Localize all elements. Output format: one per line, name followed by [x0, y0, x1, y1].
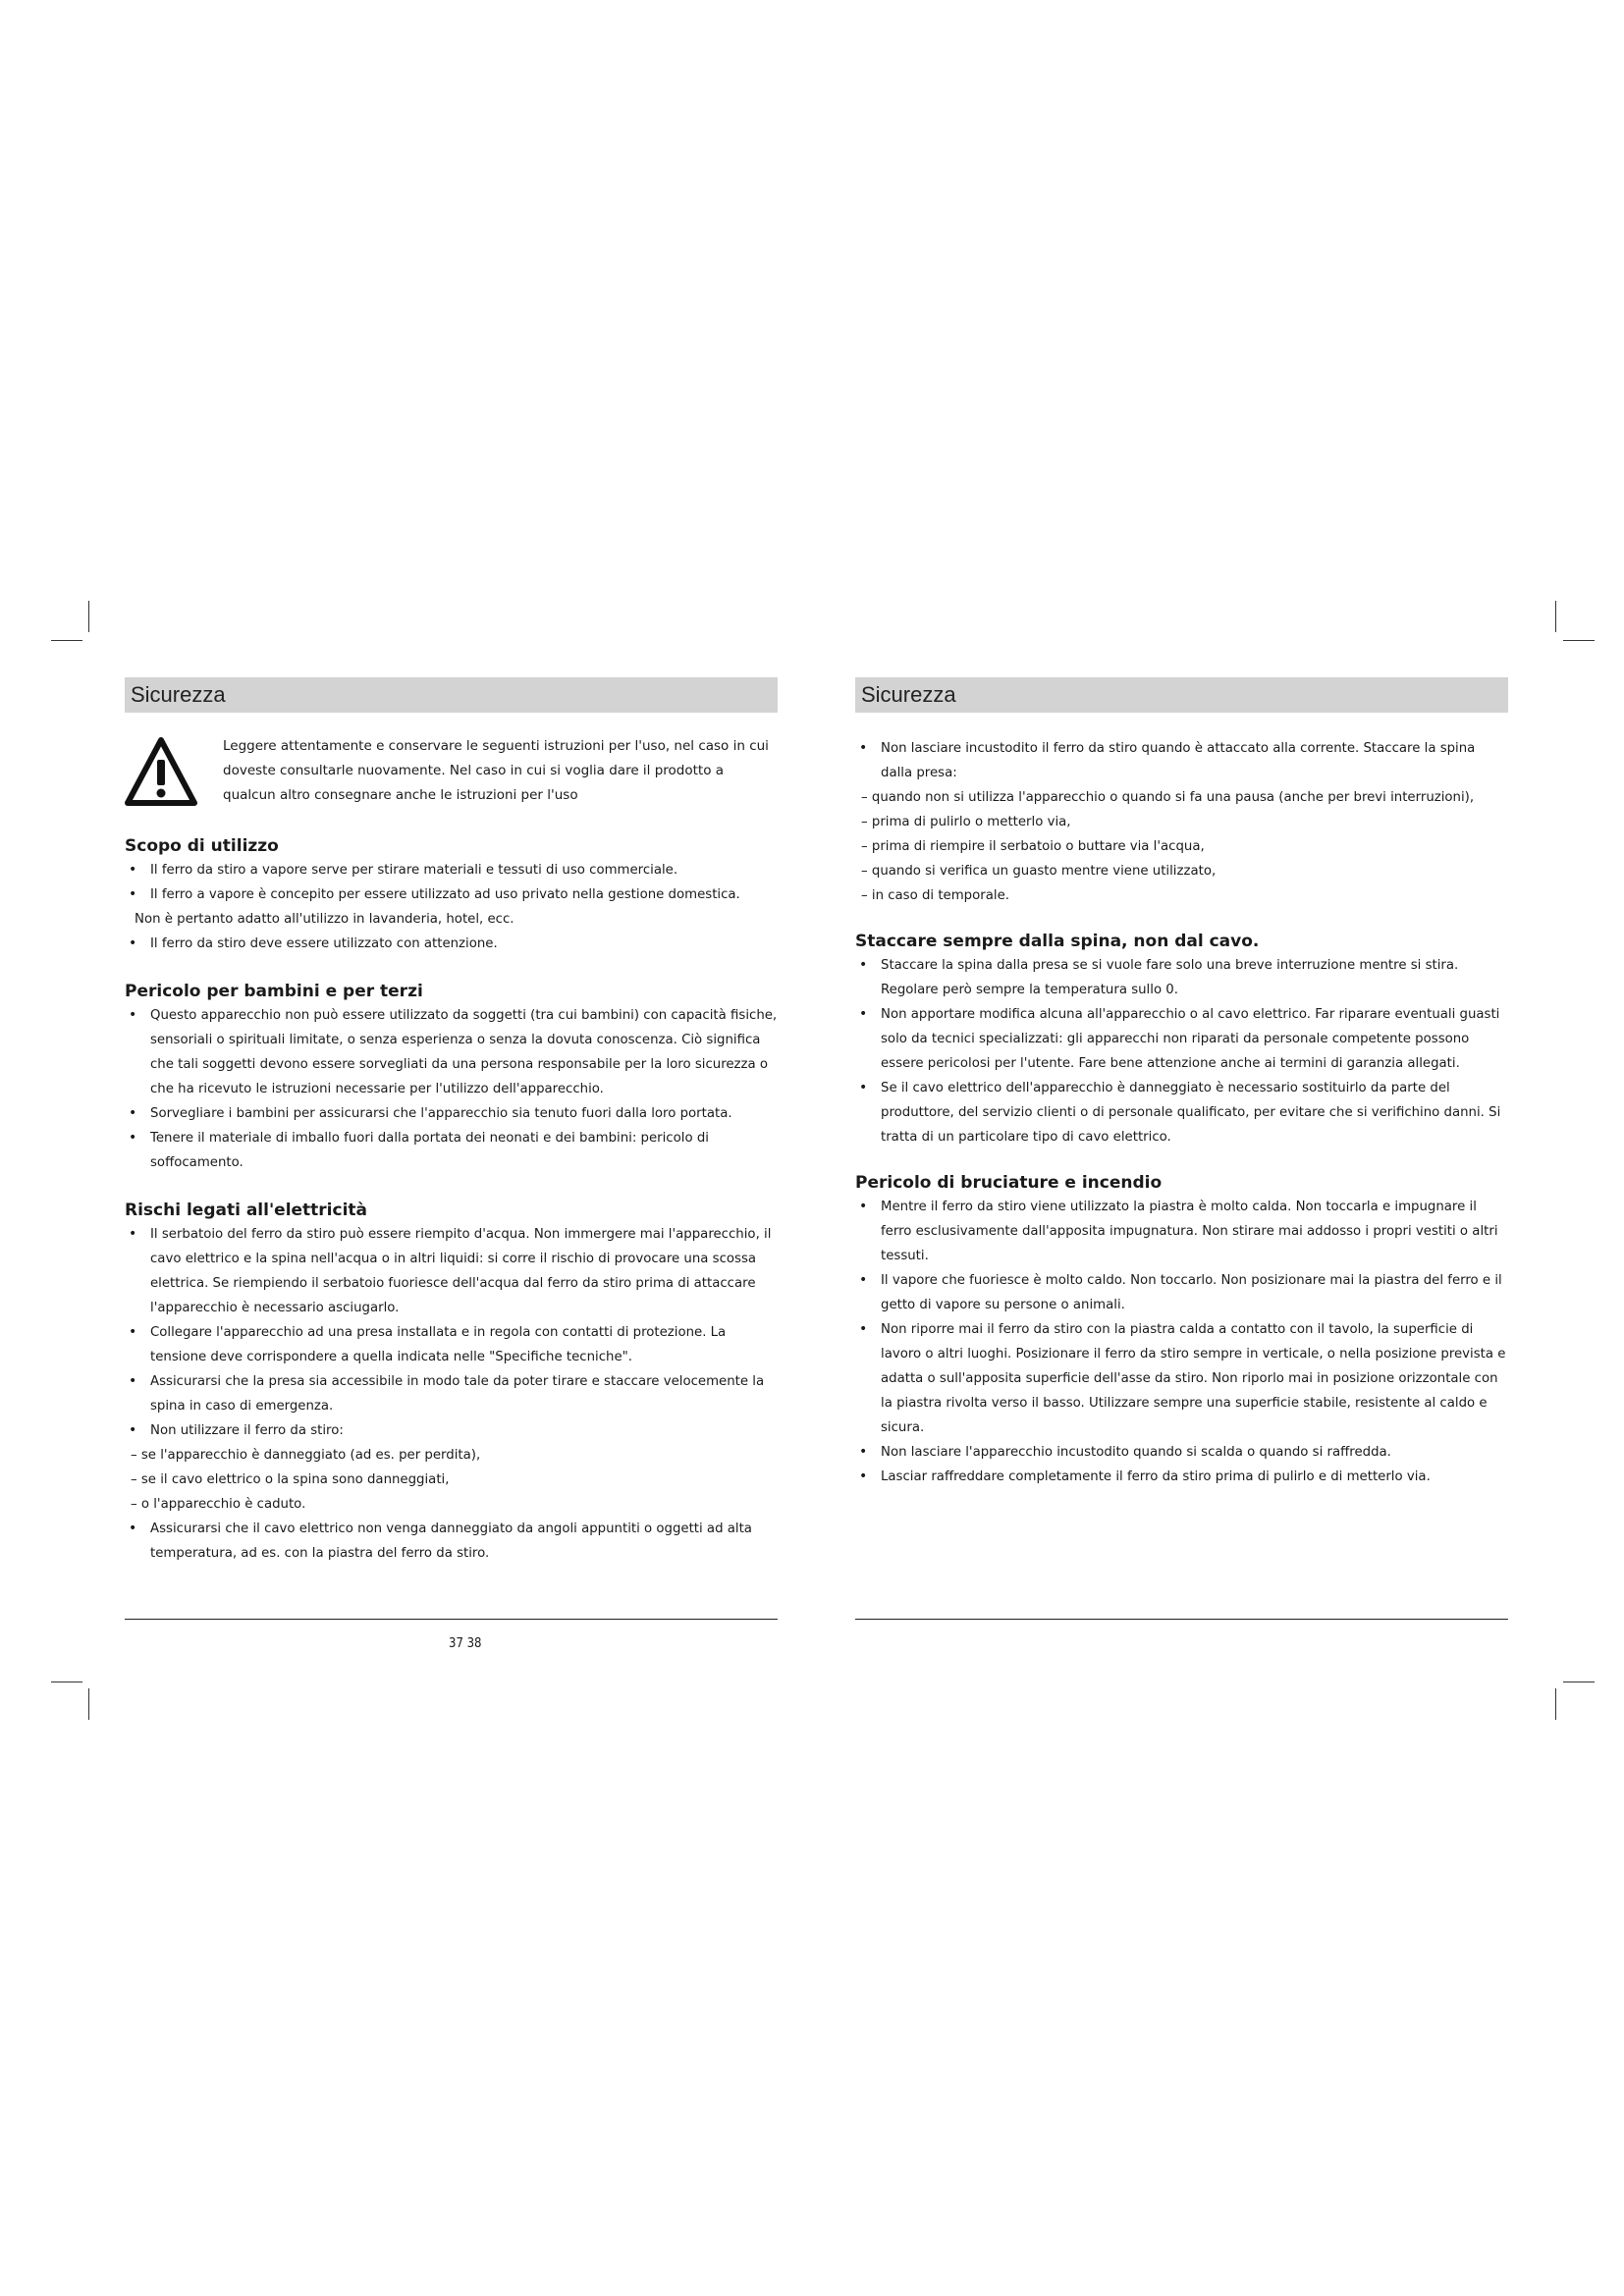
list-item: – se il cavo elettrico o la spina sono danneggiati, [131, 1472, 450, 1487]
section-title: Pericolo di bruciature e incendio [855, 1173, 1163, 1193]
list-item: • Non riporre mai il ferro da stiro con la piastra calda a contatto con il tavolo, la superficie di lavoro o altri luoghi. Posizionare il ferro da stiro sempre in verticale, o nella posizione prevista e adatta o sull'apposita superficie dell'asse da stiro. Non riporlo mai in posizione orizzontale con la piastra rivolta verso il basso. Utilizzare sempre una superficie stabile, resistente al caldo e sicura. [855, 1317, 1508, 1440]
crop-mark [1555, 1688, 1556, 1720]
list-item: • Il serbatoio del ferro da stiro può essere riempito d'acqua. Non immergere mai l'apparecchio, il cavo elettrico e la spina nell'acqua o in altri liquidi: si corre il rischio di provocare una scossa elettrica. Se riempiendo il serbatoio fuoriesce dell'acqua dal ferro da stiro prima di attaccare l'apparecchio è necessario asciugarlo. [125, 1222, 778, 1320]
list-item: • Non utilizzare il ferro da stiro: [125, 1418, 778, 1443]
footer-divider [855, 1619, 1508, 1620]
list-item: • Sorvegliare i bambini per assicurarsi che l'apparecchio sia tenuto fuori dalla loro portata. [125, 1101, 778, 1126]
crop-mark [51, 640, 82, 641]
list-item: • Il vapore che fuoriesce è molto caldo. Non toccarlo. Non posizionare mai la piastra del ferro e il getto di vapore su persone o animali. [855, 1268, 1508, 1317]
section-bambini [125, 982, 778, 1175]
list-item: – prima di riempire il serbatoio o buttare via l'acqua, [861, 839, 1205, 854]
warning-text: Leggere attentamente e conservare le seguenti istruzioni per l'uso, nel caso in cui doveste consultarle nuovamente. Nel caso in cui si voglia dare il prodotto a qualcun altro consegnare anche le istruzioni per l'uso [223, 738, 769, 803]
list-item: • Il ferro da stiro a vapore serve per stirare materiali e tessuti di uso commerciale. [125, 858, 778, 882]
warning-block [125, 734, 778, 832]
list-item: • Assicurarsi che il cavo elettrico non venga danneggiato da angoli appuntiti o oggetti ad alta temperatura, ad es. con la piastra del ferro da stiro. [125, 1517, 778, 1566]
crop-mark [1555, 601, 1556, 632]
list-item: • Tenere il materiale di imballo fuori dalla portata dei neonati e dei bambini: pericolo di soffocamento. [125, 1126, 778, 1175]
footer-divider [125, 1619, 778, 1620]
list-item: Non è pertanto adatto all'utilizzo in lavanderia, hotel, ecc. [135, 912, 514, 927]
section-title: Scopo di utilizzo [125, 836, 279, 856]
list-item: • Se il cavo elettrico dell'apparecchio è danneggiato è necessario sostituirlo da parte del produttore, del servizio clienti o di personale qualificato, per evitare che si verifichino danni. Si tratta di un particolare tipo di cavo elettrico. [855, 1076, 1508, 1149]
section-bruciature [855, 1173, 1508, 1489]
list-item: – prima di pulirlo o metterlo via, [861, 815, 1071, 829]
crop-mark [88, 601, 89, 632]
section-incustodito [855, 736, 1508, 908]
section-elettricita [125, 1201, 778, 1566]
list-item: – se l'apparecchio è danneggiato (ad es. per perdita), [131, 1448, 481, 1463]
section-title: Staccare sempre dalla spina, non dal cavo. [855, 932, 1260, 951]
page-header: Sicurezza [125, 677, 778, 713]
section-title: Pericolo per bambini e per terzi [125, 982, 423, 1001]
list-item: – quando non si utilizza l'apparecchio o quando si fa una pausa (anche per brevi interruzioni), [861, 790, 1475, 805]
section-title: Rischi legati all'elettricità [125, 1201, 368, 1220]
right-page [855, 677, 1508, 1489]
list-item: • Staccare la spina dalla presa se si vuole fare solo una breve interruzione mentre si stira. Regolare però sempre la temperatura sullo 0. [855, 953, 1508, 1002]
list-item: • Non lasciare l'apparecchio incustodito quando si scalda o quando si raffredda. [855, 1440, 1508, 1465]
crop-mark [88, 1688, 89, 1720]
crop-mark [1563, 640, 1595, 641]
page-header: Sicurezza [855, 677, 1508, 713]
list-item: • Il ferro a vapore è concepito per essere utilizzato ad uso privato nella gestione domestica. [125, 882, 778, 907]
list-item: • Mentre il ferro da stiro viene utilizzato la piastra è molto calda. Non toccarla e impugnare il ferro esclusivamente dall'apposita impugnatura. Non stirare mai addosso i propri vestiti o altri tessuti. [855, 1195, 1508, 1268]
left-page [125, 677, 778, 1651]
list-item: • Assicurarsi che la presa sia accessibile in modo tale da poter tirare e staccare velocemente la spina in caso di emergenza. [125, 1369, 778, 1418]
list-item: • Lasciar raffreddare completamente il ferro da stiro prima di pulirlo e di metterlo via. [855, 1465, 1508, 1489]
list-item: • Non apportare modifica alcuna all'apparecchio o al cavo elettrico. Far riparare eventuali guasti solo da tecnici specializzati: gli apparecchi non riparati da personale competente possono essere pericolosi per l'utente. Fare bene attenzione anche ai termini di garanzia allegati. [855, 1002, 1508, 1076]
list-item: • Collegare l'apparecchio ad una presa installata e in regola con contatti di protezione. La tensione deve corrispondere a quella indicata nelle "Specifiche tecniche". [125, 1320, 778, 1369]
section-scopo [125, 836, 778, 956]
list-item: • Il ferro da stiro deve essere utilizzato con attenzione. [125, 932, 778, 956]
section-staccare [855, 932, 1508, 1149]
list-item: – o l'apparecchio è caduto. [131, 1497, 306, 1512]
list-item: • Non lasciare incustodito il ferro da stiro quando è attaccato alla corrente. Staccare la spina dalla presa: [855, 736, 1508, 785]
list-item: – quando si verifica un guasto mentre viene utilizzato, [861, 864, 1217, 879]
list-item: • Questo apparecchio non può essere utilizzato da soggetti (tra cui bambini) con capacità fisiche, sensoriali o spirituali limitate, o senza esperienza o senza la dovuta conoscenza. Ciò significa che tali soggetti devono essere sorvegliati da una persona responsabile per la loro sicurezza o che ha ricevuto le istruzioni necessarie per l'utilizzo dell'apparecchio. [125, 1003, 778, 1101]
list-item: – in caso di temporale. [861, 888, 1009, 903]
warning-icon [125, 736, 197, 807]
page-numbers: 37 38 [449, 1636, 482, 1651]
